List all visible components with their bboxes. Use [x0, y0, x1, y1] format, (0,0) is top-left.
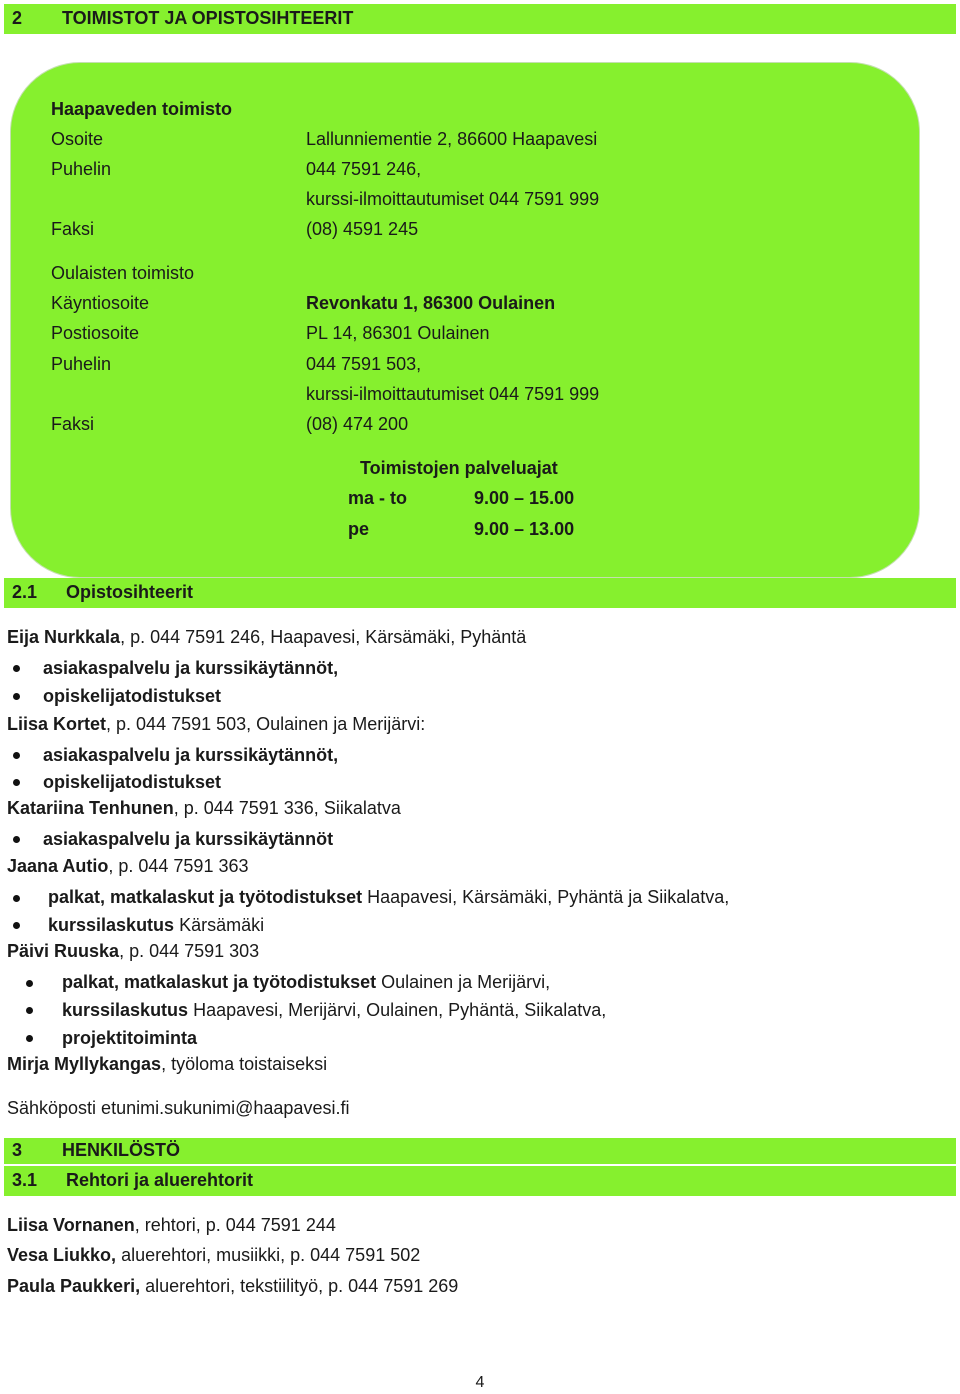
list-item	[48, 914, 264, 936]
person-details: , p. 044 7591 303	[119, 941, 260, 961]
oulainen-course-phone: kurssi-ilmoittautumiset 044 7591 999	[306, 384, 600, 404]
person-details: , p. 044 7591 336, Siikalatva	[173, 798, 401, 818]
office-hours-day: ma - to	[348, 488, 408, 508]
duty-detail: Oulainen ja Merijärvi,	[376, 972, 551, 992]
duty-detail: Haapavesi, Merijärvi, Oulainen, Pyhäntä, Siikalatva,	[188, 1000, 607, 1020]
list-item: opiskelijatodistukset	[43, 772, 222, 792]
section-title: HENKILÖSTÖ	[62, 1140, 181, 1160]
haapavesi-fax-label: Faksi	[51, 219, 95, 239]
person-name: Paula Paukkeri,	[7, 1276, 141, 1296]
secretary-liisa	[7, 713, 425, 735]
list-item	[48, 886, 729, 908]
haapavesi-address: Lallunniementie 2, 86600 Haapavesi	[306, 129, 598, 149]
haapavesi-course-phone: kurssi-ilmoittautumiset 044 7591 999	[306, 189, 600, 209]
haapavesi-office-title: Haapaveden toimisto	[51, 99, 233, 119]
section-title: Rehtori ja aluerehtorit	[66, 1170, 254, 1190]
oulainen-office-title: Oulaisten toimisto	[51, 263, 195, 283]
duty-bold: palkat, matkalaskut ja työtodistukset	[62, 972, 377, 992]
duty-bold: kurssilaskutus	[62, 1000, 189, 1020]
section-heading-3	[4, 1138, 956, 1164]
section-heading-2-1	[4, 578, 956, 608]
haapavesi-phone-label: Puhelin	[51, 159, 112, 179]
secretary-jaana	[7, 855, 248, 877]
oulainen-visit-address: Revonkatu 1, 86300 Oulainen	[306, 293, 556, 313]
duty-bold: kurssilaskutus	[48, 915, 175, 935]
section-title: Opistosihteerit	[66, 582, 194, 602]
person-details: , rehtori, p. 044 7591 244	[134, 1215, 336, 1235]
section-number: 3	[12, 1140, 23, 1160]
bullet-icon	[26, 1007, 33, 1014]
person-name: Mirja Myllykangas	[7, 1054, 162, 1074]
bullet-icon	[13, 836, 20, 843]
haapavesi-phone: 044 7591 246,	[306, 159, 422, 179]
office-hours-day: pe	[348, 519, 370, 539]
person-details: aluerehtori, tekstiilityö, p. 044 7591 269	[140, 1276, 459, 1296]
person-name: Liisa Vornanen	[7, 1215, 135, 1235]
secretary-paivi	[7, 940, 259, 962]
person-details: aluerehtori, musiikki, p. 044 7591 502	[116, 1245, 421, 1265]
list-item: asiakaspalvelu ja kurssikäytännöt,	[43, 745, 339, 765]
person-details: , p. 044 7591 363	[108, 856, 249, 876]
section-number: 3.1	[12, 1170, 38, 1190]
bullet-icon	[13, 752, 20, 759]
list-item	[62, 999, 606, 1021]
duty-bold: palkat, matkalaskut ja työtodistukset	[48, 887, 363, 907]
person-details: , työloma toistaiseksi	[161, 1054, 328, 1074]
staff-row	[7, 1275, 458, 1297]
bullet-icon	[13, 665, 20, 672]
staff-row	[7, 1244, 420, 1266]
person-name: Eija Nurkkala	[7, 627, 121, 647]
oulainen-post-label: Postiosoite	[51, 323, 140, 343]
bullet-icon	[13, 779, 20, 786]
oulainen-phone-label: Puhelin	[51, 354, 112, 374]
haapavesi-fax: (08) 4591 245	[306, 219, 419, 239]
email-info: Sähköposti etunimi.sukunimi@haapavesi.fi	[7, 1098, 350, 1118]
bullet-icon	[13, 895, 20, 902]
section-number: 2.1	[12, 582, 38, 602]
secretary-eija	[7, 626, 526, 648]
haapavesi-address-label: Osoite	[51, 129, 104, 149]
secretary-katariina	[7, 797, 401, 819]
office-hours-title: Toimistojen palveluajat	[360, 458, 558, 478]
person-name: Liisa Kortet	[7, 714, 107, 734]
person-details: , p. 044 7591 246, Haapavesi, Kärsämäki, Pyhäntä	[120, 627, 527, 647]
section-title: TOIMISTOT JA OPISTOSIHTEERIT	[62, 8, 354, 28]
person-details: , p. 044 7591 503, Oulainen ja Merijärvi:	[106, 714, 426, 734]
list-item: opiskelijatodistukset	[43, 686, 222, 706]
bullet-icon	[26, 1035, 33, 1042]
oulainen-fax-label: Faksi	[51, 414, 95, 434]
bullet-icon	[13, 693, 20, 700]
list-item	[62, 971, 550, 993]
oulainen-phone: 044 7591 503,	[306, 354, 422, 374]
list-item: asiakaspalvelu ja kurssikäytännöt,	[43, 658, 339, 678]
oulainen-post-address: PL 14, 86301 Oulainen	[306, 323, 490, 343]
oulainen-fax: (08) 474 200	[306, 414, 409, 434]
duty-detail: Kärsämäki	[174, 915, 265, 935]
person-name: Päivi Ruuska	[7, 941, 120, 961]
secretary-mirja	[7, 1053, 327, 1075]
office-hours-time: 9.00 – 13.00	[474, 519, 575, 539]
duty-detail: Haapavesi, Kärsämäki, Pyhäntä ja Siikalatva,	[362, 887, 730, 907]
section-heading-2	[4, 4, 956, 34]
office-hours-time: 9.00 – 15.00	[474, 488, 575, 508]
person-name: Jaana Autio	[7, 856, 109, 876]
person-name: Katariina Tenhunen	[7, 798, 174, 818]
section-number: 2	[12, 8, 23, 28]
person-name: Vesa Liukko,	[7, 1245, 117, 1265]
page-number: 4	[475, 1374, 485, 1391]
section-heading-3-1	[4, 1166, 956, 1196]
bullet-icon	[26, 980, 33, 987]
list-item: projektitoiminta	[62, 1028, 198, 1048]
oulainen-visit-label: Käyntiosoite	[51, 293, 150, 313]
staff-row	[7, 1214, 336, 1236]
list-item: asiakaspalvelu ja kurssikäytännöt	[43, 829, 334, 849]
bullet-icon	[13, 922, 20, 929]
